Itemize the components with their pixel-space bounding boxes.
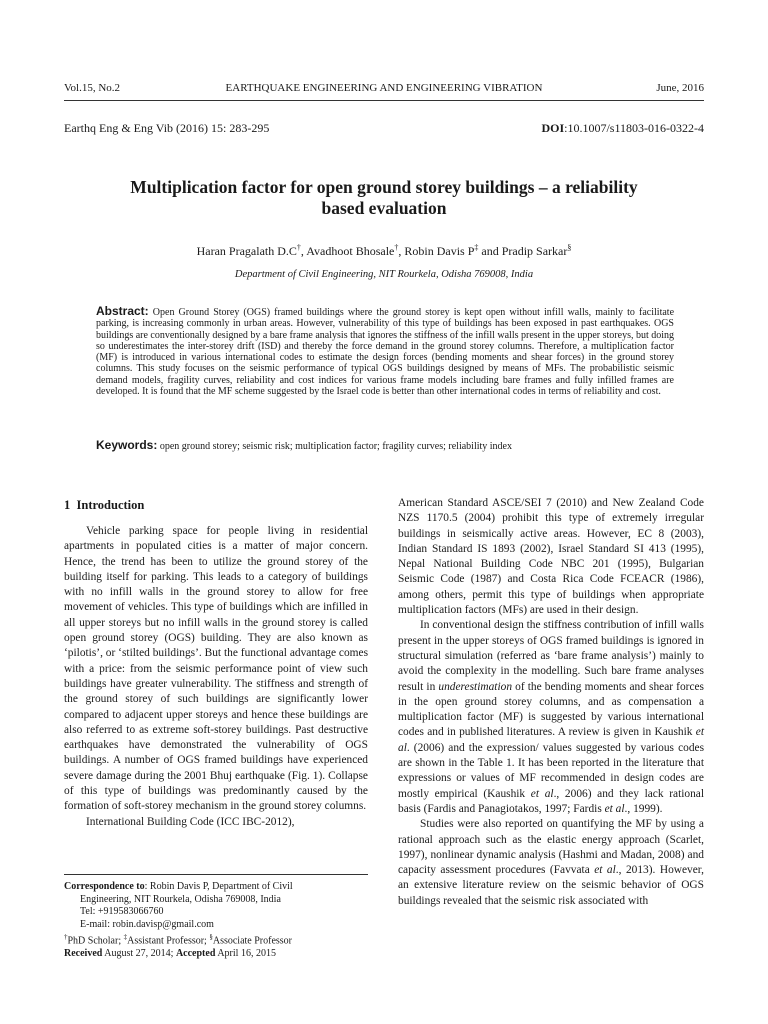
- roles-line: [64, 931, 368, 948]
- section-heading: [64, 497, 144, 513]
- accepted-label: Accepted: [175, 948, 216, 960]
- keywords-text: open ground storey; seismic risk; multiplication factor; fragility curves; reliability index: [159, 441, 512, 452]
- abstract: [96, 306, 674, 397]
- header-rule: [64, 100, 704, 101]
- citation-row: [64, 120, 704, 136]
- section-title: Introduction: [76, 498, 145, 512]
- author-name: Haran Pragalath D.C: [196, 244, 297, 258]
- emphasis: et al: [398, 726, 704, 754]
- author-mark: §: [567, 243, 572, 252]
- abstract-label: Abstract:: [96, 304, 149, 318]
- emphasis: et al: [604, 802, 625, 815]
- correspondence-line: [64, 881, 368, 894]
- doi-value: :10.1007/s11803-016-0322-4: [564, 121, 704, 135]
- text-run: . (2006) and the expression/ values suggested by various codes are shown in the Table 1. It has been reported in the literature that expressions or values of MF recommended in design codes are mostly empirical (Kaushik: [398, 741, 704, 800]
- author-name: Pradip Sarkar: [501, 244, 568, 258]
- paragraph: International Building Code (ICC IBC-2012),: [86, 815, 295, 828]
- footnotes: [64, 881, 368, 961]
- paragraph: [398, 817, 704, 909]
- emphasis: underestimation: [438, 680, 513, 693]
- paragraph: American Standard ASCE/SEI 7 (2010) and New Zealand Code NZS 1170.5 (2004) prohibit this type of extremely irregular buildings in seismically active areas. However, EC 8 (2003), Indian Standard IS 1893 (2002), Israel Standard SI 413 (1995), Nepal National Building Code NBC 201 (1995), Bulgarian Seismic Code (1987) and Costa Rica Code FCEACR (1986), among others, permit this type of buildings when appropriate multiplication factors (MFs) are used in their design.: [398, 497, 704, 617]
- paragraph: Vehicle parking space for people living in residential apartments in populated cities is a matter of major concern. Hence, the trend has been to utilize the ground storey of the building itself for parking. This leads to a category of buildings with no infill walls in the ground storey to allow for free movement of vehicles. This type of buildings which are infilled in all upper storeys but no infill walls in the ground storey is called open ground storey (OGS) building. They are also known as ‘pilotis’, or ‘stilted buildings’. But the functional advantage comes with a price: from the seismic performance point of view such buildings have greater vulnerability. The stiffness and strength of the ground storey of such buildings are significantly lower compared to adjacent upper storeys and hence these buildings are also referred to as extreme soft-storey buildings. Past destructive earthquakes have demonstrated the vulnerability of OGS buildings. A number of OGS framed buildings have experienced severe damage during the 2001 Bhuj earthquake (Fig. 1). Collapse of this type of buildings was predominantly caused by the formation of soft-storey mechanism in the ground storey columns.: [64, 525, 368, 813]
- correspondence-label: Correspondence to: [64, 881, 145, 892]
- affiliation: Department of Civil Engineering, NIT Rourkela, Odisha 769008, India: [234, 269, 534, 280]
- doi-label: DOI: [541, 121, 565, 135]
- role-text: Assistant Professor;: [127, 935, 210, 947]
- paper-title: [64, 177, 704, 219]
- emphasis: et al: [594, 864, 616, 877]
- volume-issue: Vol.15, No.2: [64, 82, 121, 94]
- text-run: of the bending moments and shear forces in the open ground storey columns, and as compensation a multiplication factor (MF) is suggested by various international codes and in published literatures. A review is given in Kaushik: [398, 680, 704, 739]
- author-separator: ,: [398, 244, 405, 258]
- role-mark: §: [209, 933, 213, 942]
- author-name: Avadhoot Bhosale: [306, 244, 395, 258]
- author-separator: ,: [300, 244, 307, 258]
- text-run: Studies were also reported on quantifying the MF by using a rational approach such as the elastic energy approach (Scarlet, 1997), nonlinear dynamic analysis (Hashmi and Madan, 2008) and capacity assessment procedures (Favvata: [398, 818, 704, 877]
- email[interactable]: E-mail: robin.davisp@gmail.com: [80, 918, 214, 930]
- role-text: PhD Scholar;: [67, 935, 124, 947]
- author-name: Robin Davis P: [404, 244, 475, 258]
- doi[interactable]: [541, 120, 704, 136]
- left-column: [64, 524, 368, 830]
- correspondence-address: Engineering, NIT Rourkela, Odisha 769008, India: [80, 893, 281, 905]
- title-line-2: based evaluation: [321, 198, 447, 218]
- running-header: [64, 80, 704, 96]
- text-run: ., 1999).: [624, 802, 663, 815]
- keywords-label: Keywords:: [96, 438, 158, 452]
- received-label: Received: [64, 948, 103, 960]
- text-run: In conventional design the stiffness contribution of infill walls present in the upper storeys of OGS framed buildings is ignored in structural simulation (referred as ‘bare frame analysis’) mainly to avoid the complexity in the modelling. Such bare frame analyses result in: [398, 619, 704, 693]
- author-mark: ‡: [474, 243, 479, 252]
- text-run: ., 2006) and they lack rational basis (Fardis and Panagiotakos, 1997; Fardis: [398, 787, 705, 815]
- author-mark: †: [394, 243, 399, 252]
- abstract-text: Open Ground Storey (OGS) framed buildings where the ground storey is kept open without infill walls, mainly to facilitate parking, is increasing commonly in urban areas. However, vulnerability of this type of buildings has been exposed in past earthquakes. OGS buildings are conventionally designed by a bare frame analysis that ignores the stiffness of the infill walls present in the upper storeys, but doing so underestimates the inter-storey drift (ISD) and thereby the force demand in the ground storey columns. Therefore, a multiplication factor (MF) is introduced in various international codes to estimate the design forces (bending moments and shear forces) in the ground storey columns. This study focuses on the seismic performance of typical OGS buildings designed by means of MFs. The probabilistic seismic demand models, fragility curves, reliability and cost indices for various frame models including bare frames and fully infilled frames are developed. It is found that the MF scheme suggested by the Israel code is better than other international codes in terms of reliability and cost.: [96, 307, 675, 398]
- right-column: [398, 496, 704, 909]
- keywords: [96, 438, 674, 454]
- author-list: [64, 240, 704, 259]
- author-separator: and: [478, 244, 502, 258]
- correspondence-text: : Robin Davis P, Department of Civil: [144, 881, 293, 892]
- journal-name: EARTHQUAKE ENGINEERING AND ENGINEERING VIBRATION: [225, 82, 543, 94]
- dates-line: [64, 948, 368, 961]
- accepted-date: April 16, 2015: [215, 948, 276, 960]
- author-mark: †: [296, 243, 301, 252]
- citation: Earthq Eng & Eng Vib (2016) 15: 283-295: [64, 121, 270, 135]
- role-text: Associate Professor: [212, 935, 292, 947]
- emphasis: et al: [530, 787, 554, 800]
- footnote-rule: [64, 874, 368, 875]
- telephone: Tel: +919583066760: [80, 906, 164, 918]
- title-line-1: Multiplication factor for open ground storey buildings – a reliability: [130, 177, 638, 197]
- paragraph: [398, 618, 704, 817]
- role-mark: †: [64, 933, 68, 942]
- role-mark: ‡: [123, 933, 128, 942]
- issue-date: June, 2016: [656, 82, 704, 94]
- text-run: ., 2013). However, an extensive literature review on the seismic behavior of OGS buildings revealed that the seismic risk associated with: [398, 864, 704, 907]
- section-number: 1: [64, 498, 71, 512]
- received-date: August 27, 2014;: [102, 948, 176, 960]
